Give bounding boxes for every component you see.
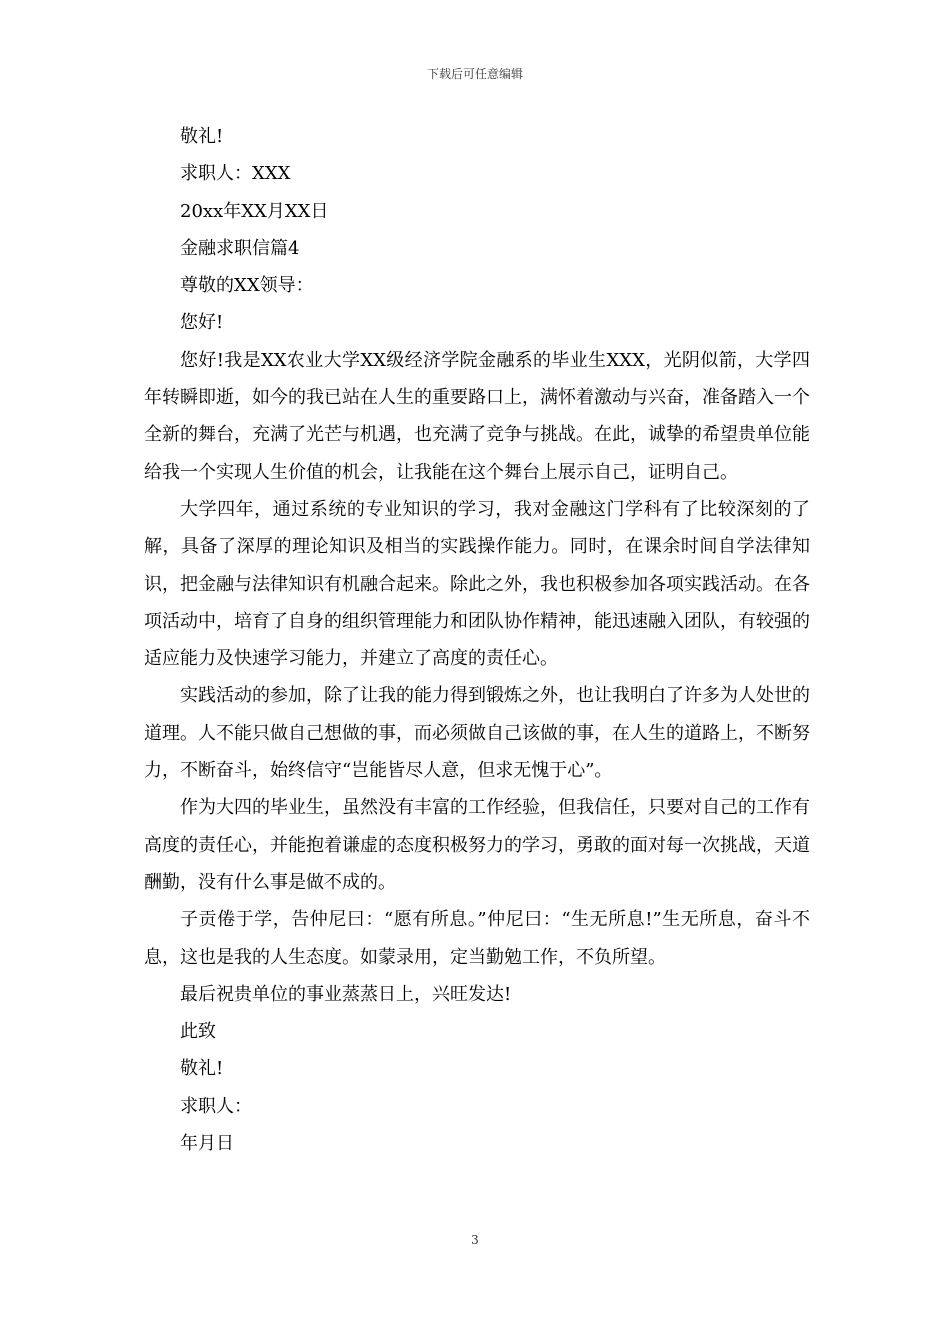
body-paragraph-2: 大学四年，通过系统的专业知识的学习，我对金融这门学科有了比较深刻的了解，具备了深厚的理论知识及相当的实践操作能力。同时，在课余时间自学法律知识，把金融与法律知识有机融合起来。除此之外，我也积极参加各项实践活动。在各项活动中，培育了自身的组织管理能力和团队协作精神，能迅速融入团队，有较强的适应能力及快速学习能力，并建立了高度的责任心。: [144, 498, 810, 670]
body-paragraph-1: 您好!我是XX农业大学XX级经济学院金融系的毕业生XXX，光阴似箭，大学四年转瞬即逝，如今的我已站在人生的重要路口上，满怀着激动与兴奋，准备踏入一个全新的舞台，充满了光芒与机遇，也充满了竞争与挑战。在此，诚挚的希望贵单位能给我一个实现人生价值的机会，让我能在这个舞台上展示自己，证明自己。: [144, 349, 810, 483]
signature-applicant: 求职人：: [180, 1095, 252, 1117]
page-header: 下载后可任意编辑: [426, 67, 523, 81]
salutation-closing: 敬礼!: [180, 126, 224, 147]
letter-body: [144, 118, 810, 1162]
body-paragraph-4: 作为大四的毕业生，虽然没有丰富的工作经验，但我信任，只要对自己的工作有高度的责任心，并能抱着谦虚的态度积极努力的学习，勇敢的面对每一次挑战，天道酬勤，没有什么事是做不成的。: [144, 797, 810, 893]
date-line: 20xx年XX月XX日: [180, 200, 329, 222]
body-paragraph-3: 实践活动的参加，除了让我的能力得到锻炼之外，也让我明白了许多为人处世的道理。人不能只做自己想做的事，而必须做自己该做的事，在人生的道路上，不断努力，不断奋斗，始终信守“岂能皆尽人意，但求无愧于心”。: [144, 685, 810, 782]
page-number: 3: [471, 1233, 479, 1247]
closing-cizhi: 此致: [180, 1021, 216, 1043]
closing-jingli: 敬礼!: [180, 1058, 224, 1080]
applicant-line: 求职人：XXX: [180, 163, 291, 185]
signature-date: 年月日: [180, 1133, 234, 1155]
body-paragraph-5: 子贡倦于学，告仲尼曰：“愿有所息。”仲尼曰：“生无所息!”生无所息，奋斗不息，这也是我的人生态度。如蒙录用，定当勤勉工作，不负所望。: [144, 909, 810, 968]
closing-wish: 最后祝贵单位的事业蒸蒸日上，兴旺发达!: [180, 983, 512, 1005]
section-title: 金融求职信篇4: [180, 237, 300, 259]
greeting-line: 您好!: [180, 312, 224, 334]
addressee-line: 尊敬的XX领导：: [180, 275, 314, 297]
